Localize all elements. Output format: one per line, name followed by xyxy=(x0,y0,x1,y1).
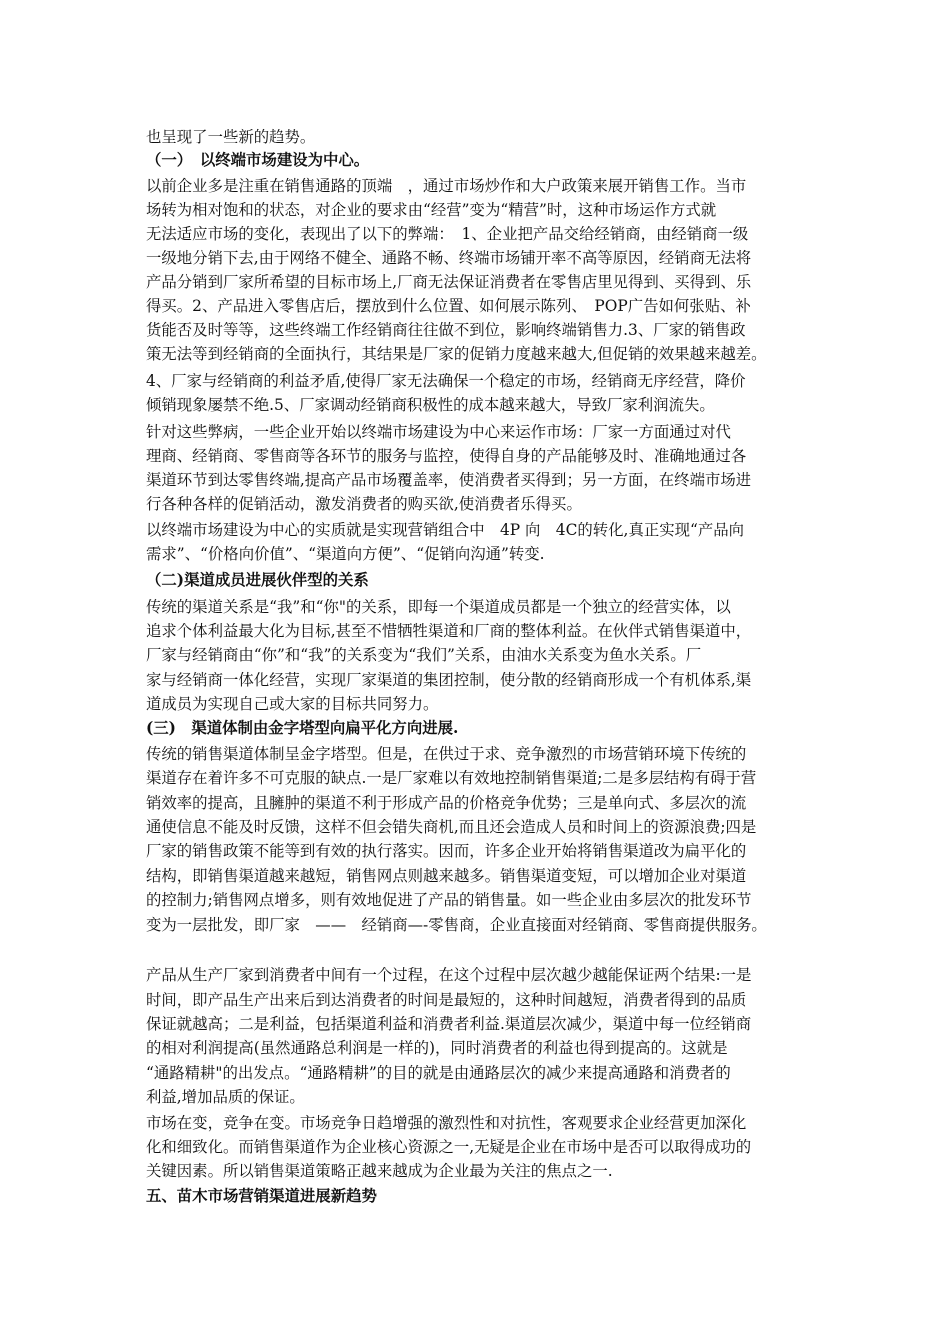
text-line: 行各种各样的促销活动，激发消费者的购买欲,使消费者乐得买。 xyxy=(146,495,582,513)
text-line: 的相对利润提高(虽然通路总利润是一样的)，同时消费者的利益也得到提高的。这就是 xyxy=(146,1039,728,1057)
text-line: 得买。2、产品进入零售店后，摆放到什么位置、如何展示陈列、 POP广告如何张贴、补 xyxy=(146,297,751,315)
text-line: 传统的销售渠道体制呈金字塔型。但是，在供过于求、竞争激烈的市场营销环境下传统的 xyxy=(146,745,747,763)
text-line: 通使信息不能及时反馈，这样不但会错失商机,而且还会造成人员和时间上的资源浪费;四是 xyxy=(146,818,757,836)
text-line: 也呈现了一些新的趋势。 xyxy=(146,128,316,146)
text-line: 策无法等到经销商的全面执行，其结果是厂家的促销力度越来越大,但促销的效果越来越差。 xyxy=(146,345,767,363)
text-line: 结构，即销售渠道越来越短，销售网点则越来越多。销售渠道变短，可以增加企业对渠道 xyxy=(146,867,747,885)
text-line: 销效率的提高，且臃肿的渠道不利于形成产品的价格竞争优势；三是单向式、多层次的流 xyxy=(146,794,747,812)
text-line: 道成员为实现自己或大家的目标共同努力。 xyxy=(146,695,439,713)
text-line: 以终端市场建设为中心的实质就是实现营销组合中 4P 向 4C的转化,真正实现“产品向 xyxy=(146,521,745,539)
text-line: 货能否及时等等，这些终端工作经销商往往做不到位，影响终端销售力.3、厂家的销售政 xyxy=(146,321,746,339)
text-line: 传统的渠道关系是“我”和“你"的关系，即每一个渠道成员都是一个独立的经营实体，以 xyxy=(146,598,731,616)
text-line: 需求”、“价格向价值”、“渠道向方便”、“促销向沟通”转变. xyxy=(146,545,545,563)
text-line: 理商、经销商、零售商等各环节的服务与监控，使得自身的产品能够及时、准确地通过各 xyxy=(146,447,747,465)
text-line: 4、厂家与经销商的利益矛盾,使得厂家无法确保一个稳定的市场，经销商无序经营，降价 xyxy=(146,372,746,390)
text-line: 市场在变，竞争在变。市场竞争日趋增强的激烈性和对抗性，客观要求企业经营更加深化 xyxy=(146,1114,747,1132)
text-line: 变为一层批发，即厂家 —— 经销商—-零售商，企业直接面对经销商、零售商提供服务。 xyxy=(146,916,767,934)
section-heading-3: (三) 渠道体制由金字塔型向扁平化方向进展. xyxy=(146,719,459,737)
text-line: 化和细致化。而销售渠道作为企业核心资源之一,无疑是企业在市场中是否可以取得成功的 xyxy=(146,1138,752,1156)
text-line: 倾销现象屡禁不绝.5、厂家调动经销商积极性的成本越来越大，导致厂家利润流失。 xyxy=(146,396,715,414)
text-line: 场转为相对饱和的状态，对企业的要求由“经营”变为“精营”时，这种市场运作方式就 xyxy=(146,201,717,219)
text-line: 一级地分销下去,由于网络不健全、通路不畅、终端市场铺开率不高等原因，经销商无法将 xyxy=(146,249,752,267)
text-line: 以前企业多是注重在销售通路的顶端 ，通过市场炒作和大户政策来展开销售工作。当市 xyxy=(146,177,747,195)
text-line: 厂家与经销商由“你”和“我”的关系变为“我们”关系，由油水关系变为鱼水关系。厂 xyxy=(146,646,702,664)
text-line: 追求个体利益最大化为目标,甚至不惜牺牲渠道和厂商的整体利益。在伙伴式销售渠道中， xyxy=(146,622,752,640)
text-line: 渠道存在着许多不可克服的缺点.一是厂家难以有效地控制销售渠道;二是多层结构有碍于营 xyxy=(146,769,757,787)
text-line: 的控制力;销售网点增多，则有效地促进了产品的销售量。如一些企业由多层次的批发环节 xyxy=(146,891,752,909)
text-line: 产品从生产厂家到消费者中间有一个过程，在这个过程中层次越少越能保证两个结果:一是 xyxy=(146,966,752,984)
text-line: 关键因素。所以销售渠道策略正越来越成为企业最为关注的焦点之一. xyxy=(146,1162,613,1180)
text-line: “通路精耕"的出发点。“通路精耕”的目的就是由通路层次的减少来提高通路和消费者的 xyxy=(146,1064,731,1082)
text-line: 厂家的销售政策不能等到有效的执行落实。因而，许多企业开始将销售渠道改为扁平化的 xyxy=(146,842,747,860)
text-line: 针对这些弊病，一些企业开始以终端市场建设为中心来运作市场：厂家一方面通过对代 xyxy=(146,423,731,441)
text-line: 保证就越高；二是利益，包括渠道利益和消费者利益.渠道层次减少，渠道中每一位经销商 xyxy=(146,1015,752,1033)
section-heading-1: （一） 以终端市场建设为中心。 xyxy=(146,151,370,169)
section-heading-5: 五、苗木市场营销渠道进展新趋势 xyxy=(146,1187,377,1205)
text-line: 利益,增加品质的保证。 xyxy=(146,1088,305,1106)
text-line: 渠道环节到达零售终端,提高产品市场覆盖率，使消费者买得到；另一方面，在终端市场进 xyxy=(146,471,752,489)
section-heading-2: （二)渠道成员进展伙伴型的关系 xyxy=(146,571,369,589)
text-line: 无法适应市场的变化，表现出了以下的弊端： 1、企业把产品交给经销商，由经销商一级 xyxy=(146,225,749,243)
text-line: 家与经销商一体化经营，实现厂家渠道的集团控制，使分散的经销商形成一个有机体系,渠 xyxy=(146,671,752,689)
text-line: 时间，即产品生产出来后到达消费者的时间是最短的，这种时间越短，消费者得到的品质 xyxy=(146,991,747,1009)
text-line: 产品分销到厂家所希望的目标市场上,厂商无法保证消费者在零售店里见得到、买得到、乐 xyxy=(146,273,752,291)
